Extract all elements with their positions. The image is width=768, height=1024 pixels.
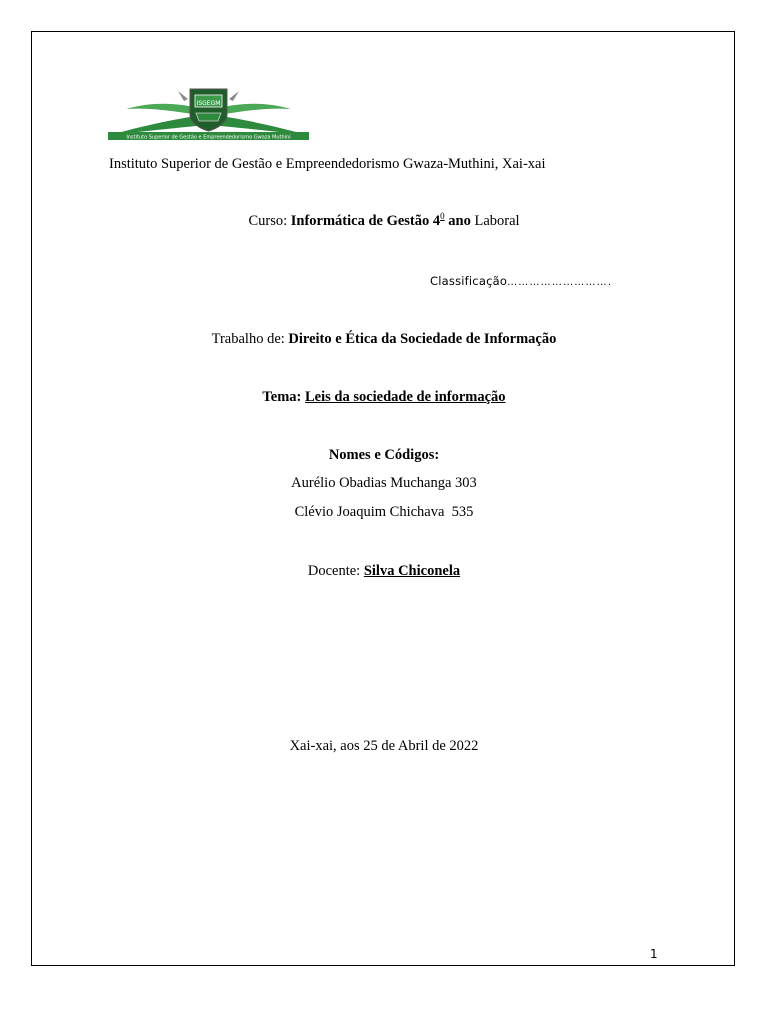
- students-heading: [0, 446, 768, 464]
- topic-line: [0, 388, 768, 406]
- classification-line: [430, 272, 612, 292]
- topic-value: Leis da sociedade de informação: [304, 389, 506, 405]
- student-entry: Aurélio Obadias Muchanga 303: [291, 475, 477, 491]
- work-subject: Direito e Ética da Sociedade de Informação: [288, 331, 557, 347]
- classification-label: Classificação: [430, 274, 508, 288]
- topic-label: Tema:: [262, 389, 302, 405]
- teacher-name: Silva Chiconela: [363, 563, 461, 579]
- students-heading-text: Nomes e Códigos:: [328, 447, 440, 463]
- classification-dots: ……………………….: [507, 277, 613, 288]
- course-ordinal: 0: [440, 211, 445, 221]
- course-label: Curso:: [248, 213, 288, 229]
- svg-text:ISGEGM: ISGEGM: [196, 100, 221, 107]
- institute-name: Instituto Superior de Gestão e Empreendedorismo Gwaza-Muthini, Xai-xai: [109, 156, 546, 172]
- teacher-label: Docente:: [307, 563, 361, 579]
- dateline: Xai-xai, aos 25 de Abril de 2022: [289, 738, 479, 754]
- course-year-word: ano: [448, 213, 471, 229]
- work-label: Trabalho de:: [211, 331, 285, 347]
- teacher-line: [0, 562, 768, 580]
- course-name: Informática de Gestão 4: [290, 213, 441, 229]
- student-entry: Clévio Joaquim Chichava 535: [294, 504, 474, 520]
- institute-crest-logo: [106, 85, 311, 141]
- page-number: 1: [650, 947, 658, 961]
- svg-text:Instituto Superior de Gestão e: Instituto Superior de Gestão e Empreendedorismo Gwaza Muthini: [126, 134, 291, 141]
- work-line: [0, 330, 768, 348]
- course-shift: Laboral: [474, 213, 520, 229]
- course-line: [0, 212, 768, 230]
